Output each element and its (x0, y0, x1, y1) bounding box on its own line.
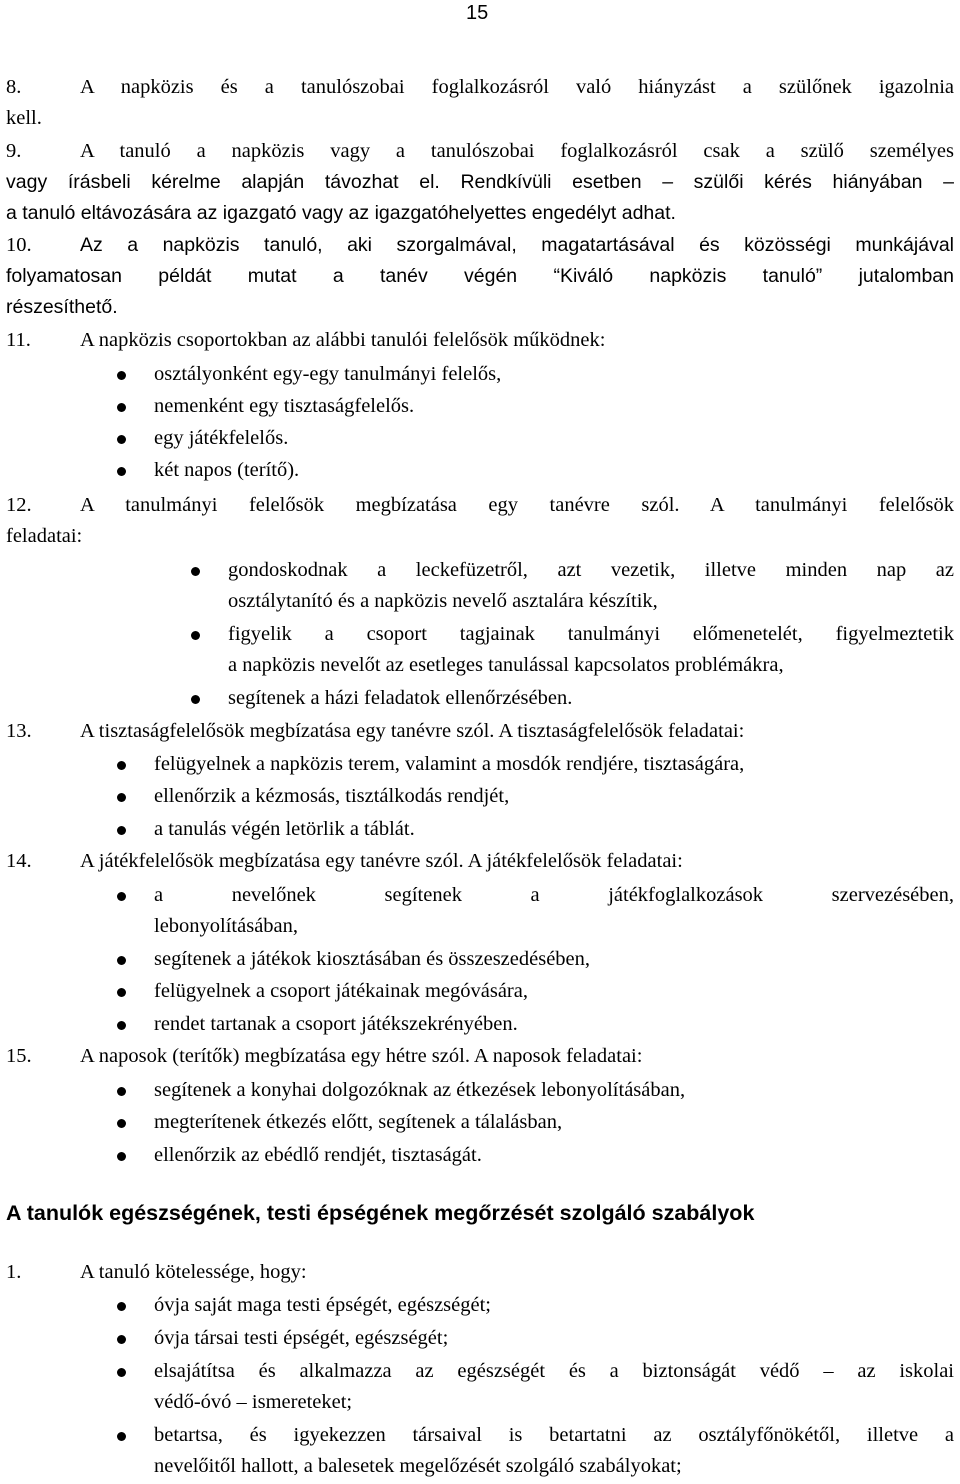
item-number: 11. (6, 329, 31, 351)
paragraph-line: vagy írásbeli kérelme alapján távozhat el. Rendkívüli esetben – szülői kérés hiányában – (6, 171, 954, 193)
bullet-icon (117, 1119, 126, 1128)
bullet-icon (117, 892, 126, 901)
bullet-icon (117, 1087, 126, 1096)
paragraph-line: A tanuló a napközis vagy a tanulószobai foglalkozásról csak a szülő személyes (80, 140, 954, 162)
paragraph-line: A játékfelelősök megbízatása egy tanévre szól. A játékfelelősök feladatai: (80, 850, 683, 872)
bullet-icon (117, 1432, 126, 1441)
list-item: figyelik a csoport tagjainak tanulmányi előmenetelét, figyelmeztetik (228, 623, 954, 645)
paragraph-line: A napközis és a tanulószobai foglalkozásról való hiányzást a szülőnek igazolnia (80, 76, 954, 98)
bullet-icon (117, 761, 126, 770)
bullet-icon (117, 435, 126, 444)
list-item: óvja társai testi épségét, egészségét; (154, 1327, 449, 1349)
list-item-continuation: védő-óvó – ismereteket; (154, 1391, 353, 1413)
list-item: osztályonként egy-egy tanulmányi felelős, (154, 363, 502, 385)
item-number: 14. (6, 850, 32, 872)
item-number: 12. (6, 494, 32, 516)
list-item-continuation: nevelőitől hallott, a balesetek megelőzését szolgáló szabályokat; (154, 1455, 682, 1477)
bullet-icon (191, 567, 200, 576)
list-item: felügyelnek a csoport játékainak megóvására, (154, 980, 528, 1002)
list-item-continuation: a napközis nevelőt az esetleges tanulással kapcsolatos problémákra, (228, 654, 784, 676)
item-number: 8. (6, 76, 22, 98)
bullet-icon (117, 1152, 126, 1161)
bullet-icon (117, 1335, 126, 1344)
paragraph-line: A tanulmányi felelősök megbízatása egy tanévre szól. A tanulmányi felelősök (80, 494, 954, 516)
item-number: 1. (6, 1261, 22, 1283)
list-item: ellenőrzik a kézmosás, tisztálkodás rendjét, (154, 785, 510, 807)
paragraph-line: feladatai: (6, 525, 83, 547)
item-number: 10. (6, 234, 32, 256)
bullet-icon (117, 1302, 126, 1311)
paragraph-line: részesíthető. (6, 296, 118, 318)
list-item-continuation: osztálytanító és a napközis nevelő asztalára készítik, (228, 590, 658, 612)
list-item: egy játékfelelős. (154, 427, 289, 449)
bullet-icon (191, 631, 200, 640)
bullet-icon (117, 793, 126, 802)
bullet-icon (117, 988, 126, 997)
bullet-icon (117, 956, 126, 965)
list-item: ellenőrzik az ebédlő rendjét, tisztaságát. (154, 1144, 482, 1166)
list-item: rendet tartanak a csoport játékszekrényében. (154, 1013, 518, 1035)
bullet-icon (191, 695, 200, 704)
list-item: segítenek a konyhai dolgozóknak az étkezések lebonyolításában, (154, 1079, 686, 1101)
list-item: a nevelőnek segítenek a játékfoglalkozások szervezésében, (154, 884, 954, 906)
list-item: elsajátítsa és alkalmazza az egészségét és a biztonságát védő – az iskolai (154, 1360, 954, 1382)
section-heading: A tanulók egészségének, testi épségének megőrzését szolgáló szabályok (6, 1201, 755, 1225)
list-item: óvja saját maga testi épségét, egészségét; (154, 1294, 491, 1316)
paragraph-line: a tanuló eltávozására az igazgató vagy az igazgatóhelyettes engedélyt adhat. (6, 202, 676, 224)
list-item: két napos (terítő). (154, 459, 300, 481)
list-item-continuation: lebonyolításában, (154, 915, 299, 937)
list-item: segítenek a házi feladatok ellenőrzésében. (228, 687, 573, 709)
item-number: 9. (6, 140, 22, 162)
list-item: a tanulás végén letörlik a táblát. (154, 818, 415, 840)
bullet-icon (117, 371, 126, 380)
paragraph-line: kell. (6, 107, 42, 129)
item-number: 15. (6, 1045, 32, 1067)
bullet-icon (117, 467, 126, 476)
bullet-icon (117, 403, 126, 412)
paragraph-line: Az a napközis tanuló, aki szorgalmával, magatartásával és közösségi munkájával (80, 234, 954, 256)
bullet-icon (117, 1368, 126, 1377)
list-item: megterítenek étkezés előtt, segítenek a tálalásban, (154, 1111, 563, 1133)
list-item: felügyelnek a napközis terem, valamint a mosdók rendjére, tisztaságára, (154, 753, 745, 775)
list-item: betartsa, és igyekezzen társaival is betartatni az osztályfőnökétől, illetve a (154, 1424, 954, 1446)
list-item: nemenként egy tisztaságfelelős. (154, 395, 415, 417)
paragraph-line: A tisztaságfelelősök megbízatása egy tanévre szól. A tisztaságfelelősök feladatai: (80, 720, 745, 742)
page-number: 15 (466, 2, 489, 24)
bullet-icon (117, 1021, 126, 1030)
paragraph-line: folyamatosan példát mutat a tanév végén “Kiváló napközis tanuló” jutalomban (6, 265, 954, 287)
bullet-icon (117, 826, 126, 835)
list-item: segítenek a játékok kiosztásában és összeszedésében, (154, 948, 591, 970)
paragraph-line: A naposok (terítők) megbízatása egy hétre szól. A naposok feladatai: (80, 1045, 643, 1067)
paragraph-line: A napközis csoportokban az alábbi tanulói felelősök működnek: (80, 329, 606, 351)
item-number: 13. (6, 720, 32, 742)
paragraph-line: A tanuló kötelessége, hogy: (80, 1261, 307, 1283)
list-item: gondoskodnak a leckefüzetről, azt vezetik, illetve minden nap az (228, 559, 954, 581)
